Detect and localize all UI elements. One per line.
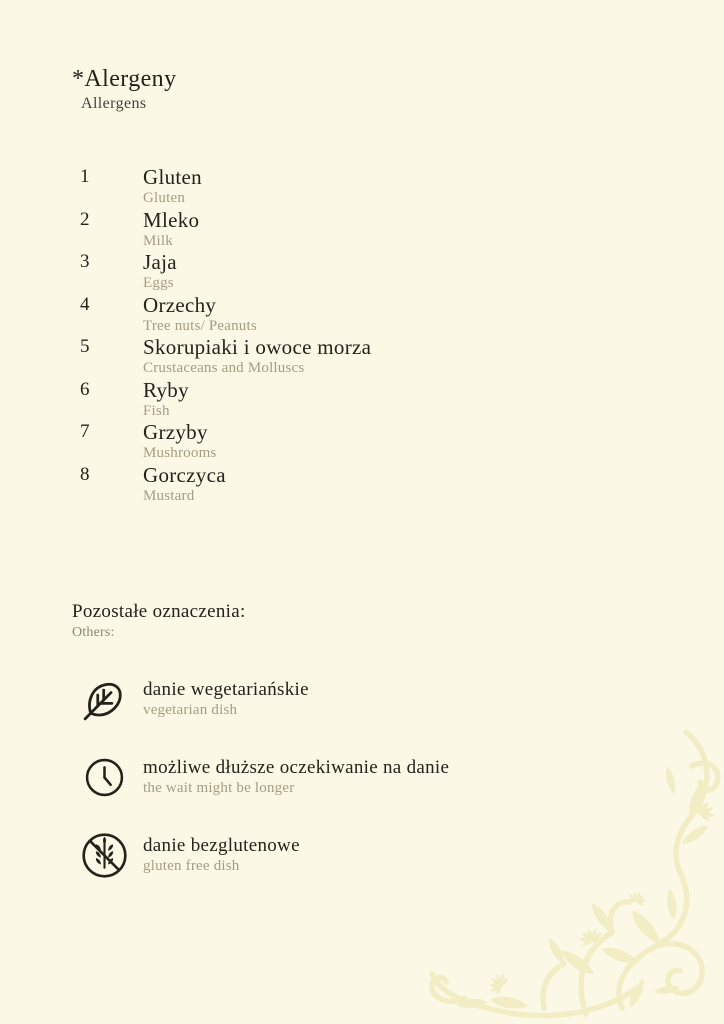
allergen-number: 2 <box>80 208 90 230</box>
allergen-number: 3 <box>80 251 90 272</box>
legend-translation: the wait might be longer <box>143 780 295 796</box>
allergen-row <box>80 336 371 379</box>
allergen-row <box>80 251 371 294</box>
page-header <box>72 66 176 113</box>
allergen-name: Mleko <box>143 207 200 232</box>
page-title: *Alergeny <box>72 66 177 92</box>
legend-row-glutenfree <box>76 826 449 884</box>
allergen-number: 8 <box>80 463 90 485</box>
allergen-name: Jaja <box>143 250 177 274</box>
allergen-translation: Mustard <box>143 487 195 504</box>
allergen-translation: Crustaceans and Molluscs <box>143 360 305 376</box>
allergen-row <box>80 421 371 464</box>
allergen-translation: Mushrooms <box>143 445 217 461</box>
allergen-row <box>80 379 371 422</box>
legend-translation: gluten free dish <box>143 858 240 874</box>
allergen-name: Orzechy <box>143 292 217 317</box>
allergen-translation: Eggs <box>143 275 174 291</box>
others-subheading: Others: <box>72 625 115 640</box>
legend-label: danie wegetariańskie <box>143 679 309 700</box>
leaf-icon <box>76 670 132 728</box>
gluten-free-icon <box>76 826 132 884</box>
allergen-translation: Fish <box>143 402 170 419</box>
allergen-number: 4 <box>80 293 90 315</box>
legend-label: możliwe dłuższe oczekiwanie na danie <box>143 757 450 778</box>
others-header <box>72 601 246 641</box>
legend-list <box>76 670 449 904</box>
allergen-name: Ryby <box>143 377 189 402</box>
allergen-number: 1 <box>80 166 90 187</box>
allergen-row <box>80 166 371 209</box>
page-subtitle: Allergens <box>81 95 147 112</box>
legend-label: danie bezglutenowe <box>143 835 300 856</box>
allergen-translation: Milk <box>143 232 173 249</box>
allergen-name: Grzyby <box>143 420 208 444</box>
allergen-number: 6 <box>80 378 90 400</box>
others-heading: Pozostałe oznaczenia: <box>72 601 246 622</box>
clock-icon <box>76 748 132 806</box>
allergen-number: 5 <box>80 336 90 357</box>
allergen-row <box>80 294 371 337</box>
allergen-name: Gluten <box>143 165 202 189</box>
allergen-name: Skorupiaki i owoce morza <box>143 335 372 359</box>
allergen-row <box>80 209 371 252</box>
allergen-translation: Tree nuts/ Peanuts <box>143 317 257 334</box>
legend-row-wait <box>76 748 449 806</box>
allergen-row <box>80 464 371 507</box>
floral-ornament <box>424 724 724 1024</box>
legend-translation: vegetarian dish <box>143 702 238 718</box>
allergen-list <box>80 166 371 506</box>
allergen-name: Gorczyca <box>143 462 226 487</box>
allergen-translation: Gluten <box>143 190 186 206</box>
allergen-number: 7 <box>80 421 90 442</box>
legend-row-vegetarian <box>76 670 449 728</box>
